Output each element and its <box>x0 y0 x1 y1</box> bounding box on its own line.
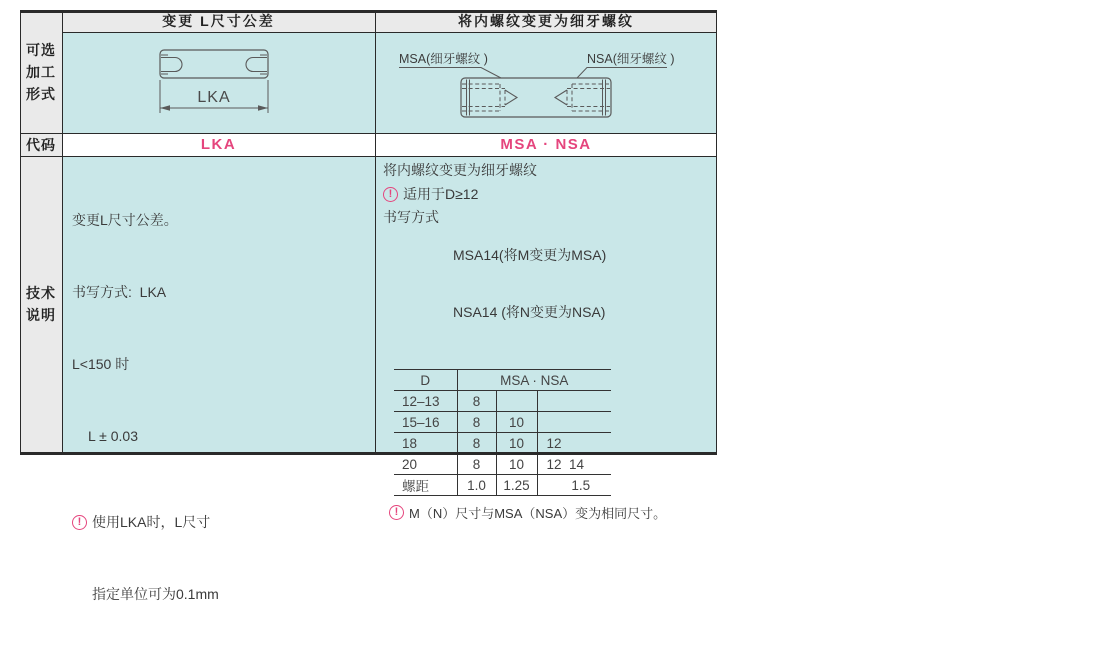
grid-line <box>375 10 376 455</box>
col-header-d: D <box>394 370 457 391</box>
msa-label: MSA(细牙螺纹 ) <box>399 52 488 66</box>
table-row: 18 8 10 12 <box>394 433 611 454</box>
table-row: 12–13 8 <box>394 391 611 412</box>
tech-line: 使用LKA时，L尺寸 <box>92 514 211 530</box>
table-right-border <box>716 10 717 455</box>
row-header-text: 加工 <box>26 63 56 80</box>
col-header-msa-nsa: MSA · NSA <box>457 370 611 391</box>
code-value-msa-nsa: MSA · NSA <box>375 133 717 156</box>
warning-note <box>383 184 713 204</box>
row-header-text: 技术 <box>26 285 56 301</box>
fine-thread-size-table <box>394 369 611 496</box>
tech-line: L<150 时 <box>72 356 130 372</box>
column-title-msa-nsa: 将内螺纹变更为细牙螺纹 <box>375 10 717 32</box>
msa-nsa-diagram <box>375 32 717 133</box>
table-row <box>394 370 611 391</box>
msa-nsa-diagram-cell <box>375 32 717 133</box>
nsa-label: NSA(细牙螺纹 ) <box>587 52 675 66</box>
row-header-text: 形式 <box>26 85 56 102</box>
tech-line: L ± 0.03 <box>88 428 138 444</box>
lka-tech-cell <box>62 156 375 602</box>
table-row: 螺距 1.0 1.25 1.5 <box>394 475 611 496</box>
lka-diagram <box>62 32 375 133</box>
row-header-machining-forms <box>20 10 62 133</box>
column-title-lka: 变更 L尺寸公差 <box>62 10 375 32</box>
table-row: 20 8 10 12 14 <box>394 454 611 475</box>
tech-line: 将内螺纹变更为细牙螺纹 <box>383 162 537 178</box>
grid-line <box>62 10 63 455</box>
tech-line: MSA14(将M变更为MSA) <box>453 247 607 263</box>
table-left-border <box>20 10 21 455</box>
tech-line: 书写方式: LKA <box>72 284 167 300</box>
warning-note <box>72 510 371 534</box>
options-table <box>20 10 717 602</box>
table-bottom-border <box>20 452 717 455</box>
lka-dim-label: LKA <box>197 89 231 106</box>
warning-icon: ! <box>389 505 404 520</box>
grid-line <box>62 32 717 33</box>
writing-method-label: 书写方式 <box>383 209 439 225</box>
table-row: 15–16 8 10 <box>394 412 611 433</box>
lka-diagram-cell <box>62 32 375 133</box>
lka-tech-notes <box>62 156 375 654</box>
table-top-border <box>20 10 717 13</box>
writing-method-block <box>383 208 713 360</box>
grid-line <box>20 156 717 157</box>
tech-line: M（N）尺寸与MSA（NSA）变为相同尺寸。 <box>409 506 667 521</box>
code-value-lka: LKA <box>62 133 375 156</box>
tech-line: 适用于D≥12 <box>403 186 479 202</box>
warning-icon: ! <box>72 515 87 530</box>
row-header-text: 说明 <box>26 307 56 323</box>
tech-line: 变更L尺寸公差。 <box>72 212 178 228</box>
warning-icon: ! <box>383 187 398 202</box>
row-header-tech-notes <box>20 156 62 452</box>
row-header-code: 代码 <box>20 133 62 156</box>
grid-line <box>20 133 717 134</box>
tech-line: 指定单位可为0.1mm <box>92 586 219 602</box>
row-header-text: 可选 <box>26 41 56 58</box>
tech-line: NSA14 (将N变更为NSA) <box>453 304 606 320</box>
msa-nsa-tech-notes <box>375 156 717 522</box>
msa-nsa-tech-cell <box>375 156 717 521</box>
warning-note <box>389 503 713 522</box>
